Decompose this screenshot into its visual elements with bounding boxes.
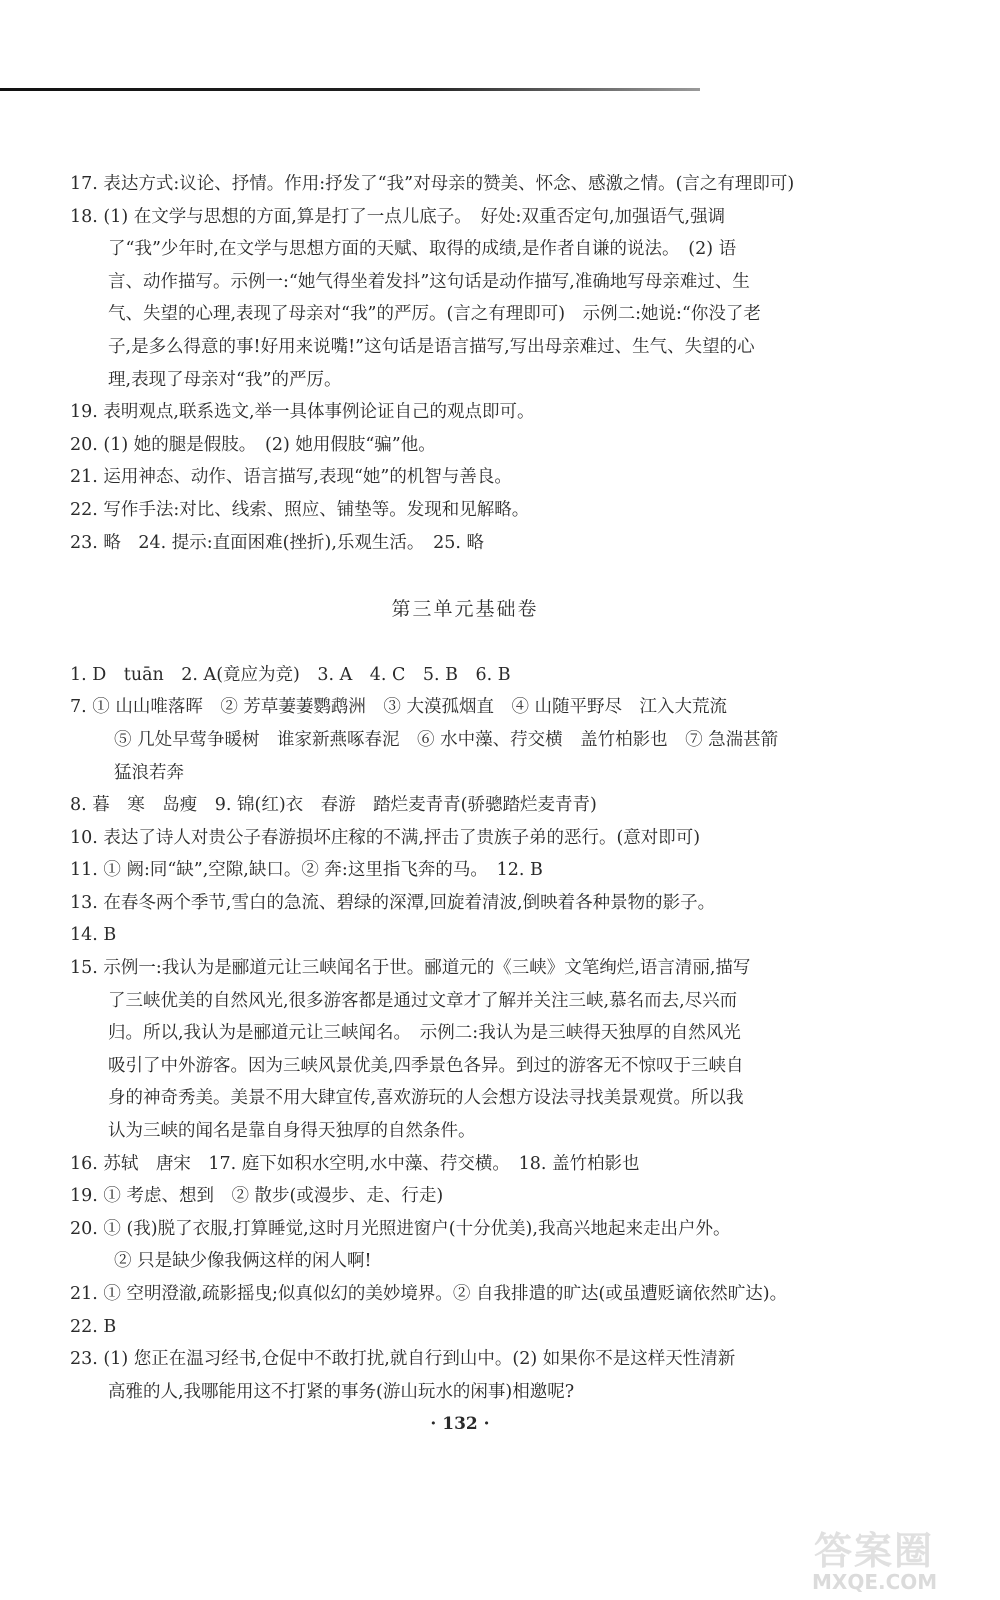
answer-line: 7. ① 山山唯落晖 ② 芳草萋萋鹦鹉洲 ③ 大漠孤烟直 ④ 山随平野尽 江入大荒流 <box>70 697 728 718</box>
answer-line: 10. 表达了诗人对贵公子春游损坏庄稼的不满,抨击了贵族子弟的恶行。(意对即可) <box>70 827 701 848</box>
section-title: 第三单元基础卷 <box>391 598 539 621</box>
answer-line: 归。所以,我认为是郦道元让三峡闻名。 示例二:我认为是三峡得天独厚的自然风光 <box>108 1023 741 1044</box>
answer-line: 8. 暮 寒 岛瘦 9. 锦(红)衣 春游 踏烂麦青青(骄骢踏烂麦青青) <box>70 795 597 816</box>
answer-line: 高雅的人,我哪能用这不打紧的事务(游山玩水的闲事)相邀呢? <box>108 1381 575 1402</box>
answer-line: ② 只是缺少像我俩这样的闲人啊! <box>114 1251 372 1272</box>
answer-line: 认为三峡的闻名是靠自身得天独厚的自然条件。 <box>108 1121 476 1142</box>
answer-line: 了三峡优美的自然风光,很多游客都是通过文章才了解并关注三峡,慕名而去,尽兴而 <box>108 990 738 1011</box>
answer-line: 16. 苏轼 唐宋 17. 庭下如积水空明,水中藻、荇交横。 18. 盖竹柏影也 <box>70 1153 640 1174</box>
answer-line: 15. 示例一:我认为是郦道元让三峡闻名于世。郦道元的《三峡》文笔绚烂,语言清丽,描写 <box>70 958 751 979</box>
answer-line: ⑤ 几处早莺争暖树 谁家新燕啄春泥 ⑥ 水中藻、荇交横 盖竹柏影也 ⑦ 急湍甚箭 <box>114 729 779 750</box>
answers-part-2 <box>70 659 860 1409</box>
answer-line: 猛浪若奔 <box>114 762 184 783</box>
answer-line: 气、失望的心理,表现了母亲对“我”的严厉。(言之有理即可) 示例二:她说:“你没了老 <box>108 304 761 325</box>
answer-line: 20. (1) 她的腿是假肢。 (2) 她用假肢“骗”他。 <box>70 434 436 455</box>
answer-line: 吸引了中外游客。因为三峡风景优美,四季景色各异。到过的游客无不惊叹于三峡自 <box>108 1055 744 1076</box>
answer-line: 18. (1) 在文学与思想的方面,算是打了一点儿底子。 好处:双重否定句,加强语气,强调 <box>70 206 726 227</box>
answer-content <box>70 168 860 1408</box>
answer-line: 22. 写作手法:对比、线索、照应、铺垫等。发现和见解略。 <box>70 499 530 520</box>
answer-line: 23. (1) 您正在温习经书,仓促中不敢打扰,就自行到山中。(2) 如果你不是这样天性清新 <box>70 1349 736 1370</box>
answer-line: 21. ① 空明澄澈,疏影摇曳;似真似幻的美妙境界。② 自我排遣的旷达(或虽遭贬谪依然旷达)。 <box>70 1284 788 1304</box>
page-number: · 132 · <box>430 1414 490 1434</box>
answer-line: 子,是多么得意的事!好用来说嘴!”这句话是语言描写,写出母亲难过、生气、失望的心 <box>108 336 755 357</box>
answer-line: 身的神奇秀美。美景不用大肆宣传,喜欢游玩的人会想方设法寻找美景观赏。所以我 <box>108 1088 744 1109</box>
answer-line: 14. B <box>70 925 117 946</box>
watermark-top-text: 答案圈 <box>814 1529 935 1573</box>
answer-line: 1. D tuān 2. A(竟应为竞) 3. A 4. C 5. B 6. B <box>70 664 511 685</box>
top-rule <box>0 88 700 91</box>
watermark-logo <box>810 1520 980 1594</box>
answer-line: 23. 略 24. 提示:直面困难(挫折),乐观生活。 25. 略 <box>70 532 485 553</box>
answer-line: 17. 表达方式:议论、抒情。作用:抒发了“我”对母亲的赞美、怀念、感激之情。(言之有理即可) <box>70 174 795 194</box>
answer-line: 言、动作描写。示例一:“她气得坐着发抖”这句话是动作描写,准确地写母亲难过、生 <box>108 271 750 292</box>
answer-line: 了“我”少年时,在文学与思想方面的天赋、取得的成绩,是作者自谦的说法。 (2) 语 <box>108 239 737 260</box>
answer-line: 13. 在春冬两个季节,雪白的急流、碧绿的深潭,回旋着清波,倒映着各种景物的影子。 <box>70 892 716 913</box>
answer-line: 19. ① 考虑、想到 ② 散步(或漫步、走、行走) <box>70 1186 444 1207</box>
answer-line: 22. B <box>70 1316 117 1337</box>
answers-part-1 <box>70 168 860 559</box>
answer-line: 理,表现了母亲对“我”的严厉。 <box>108 369 342 390</box>
answer-line: 20. ① (我)脱了衣服,打算睡觉,这时月光照进窗户(十分优美),我高兴地起来走出户外。 <box>70 1218 731 1239</box>
answer-line: 21. 运用神态、动作、语言描写,表现“她”的机智与善良。 <box>70 467 512 488</box>
watermark-bottom-text: MXQE.COM <box>812 1570 938 1594</box>
answer-line: 11. ① 阙:同“缺”,空隙,缺口。② 奔:这里指飞奔的马。 12. B <box>70 860 543 881</box>
answer-line: 19. 表明观点,联系选文,举一具体事例论证自己的观点即可。 <box>70 402 535 423</box>
